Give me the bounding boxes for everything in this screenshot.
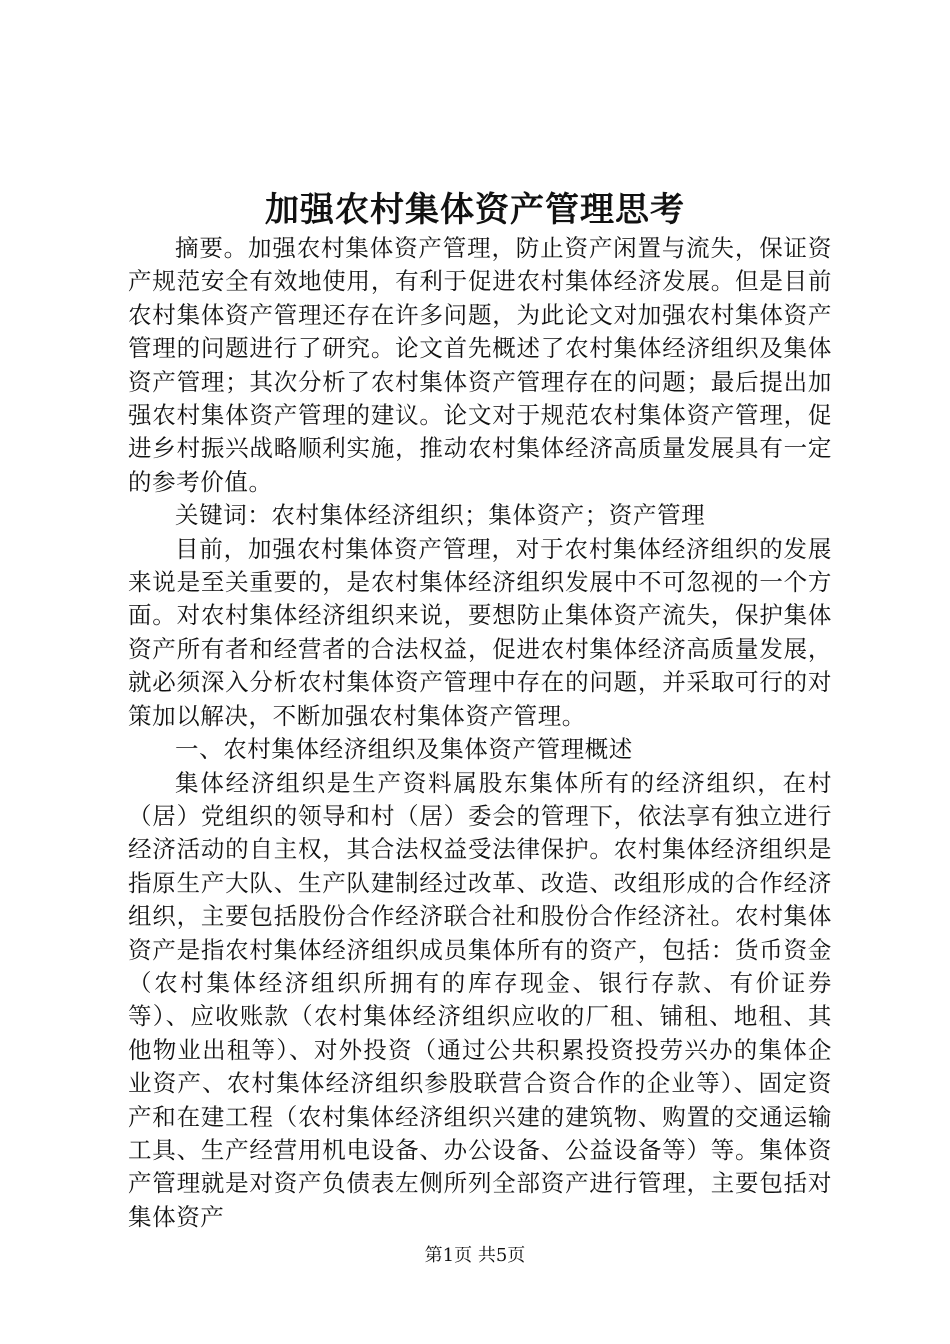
document-title: 加强农村集体资产管理思考 <box>265 190 685 230</box>
abstract-paragraph: 摘要。加强农村集体资产管理，防止资产闲置与流失，保证资产规范安全有效地使用，有利于促进农村集体经济发展。但是目前农村集体资产管理还存在许多问题，为此论文对加强农村集体资产管理的问题进行了研究。论文首先概述了农村集体经济组织及集体资产管理；其次分析了农村集体资产管理存在的问题；最后提出加强农村集体资产管理的建议。论文对于规范农村集体资产管理，促进乡村振兴战略顺利实施，推动农村集体经济高质量发展具有一定的参考价值。 <box>128 234 832 496</box>
section-paragraph: 集体经济组织是生产资料属股东集体所有的经济组织，在村（居）党组织的领导和村（居）委会的管理下，依法享有独立进行经济活动的自主权，其合法权益受法律保护。农村集体经济组织是指原生产大队、生产队建制经过改革、改造、改组形成的合作经济组织，主要包括股份合作经济联合社和股份合作经济社。农村集体资产是指农村集体经济组织成员集体所有的资产，包括：货币资金（农村集体经济组织所拥有的库存现金、银行存款、有价证券等）、应收账款（农村集体经济组织应收的厂租、铺租、地租、其他物业出租等）、对外投资（通过公共积累投资投劳兴办的集体企业资产、农村集体经济组织参股联营合资合作的企业等）、固定资产和在建工程（农村集体经济组织兴建的建筑物、购置的交通运输工具、生产经营用机电设备、办公设备、公益设备等）等。集体资产管理就是对资产负债表左侧所列全部资产进行管理，主要包括对集体资产 <box>128 768 832 1231</box>
keywords-paragraph: 关键词：农村集体经济组织；集体资产；资产管理 <box>175 501 706 530</box>
section-heading: 一、农村集体经济组织及集体资产管理概述 <box>175 735 633 764</box>
document-body <box>128 232 832 1234</box>
page-footer: 第1页 共5页 <box>424 1245 526 1266</box>
intro-paragraph: 目前，加强农村集体资产管理，对于农村集体经济组织的发展来说是至关重要的，是农村集体经济组织发展中不可忽视的一个方面。对农村集体经济组织来说，要想防止集体资产流失，保护集体资产所有者和经营者的合法权益，促进农村集体经济高质量发展，就必须深入分析农村集体资产管理中存在的问题，并采取可行的对策加以解决，不断加强农村集体资产管理。 <box>128 534 832 730</box>
